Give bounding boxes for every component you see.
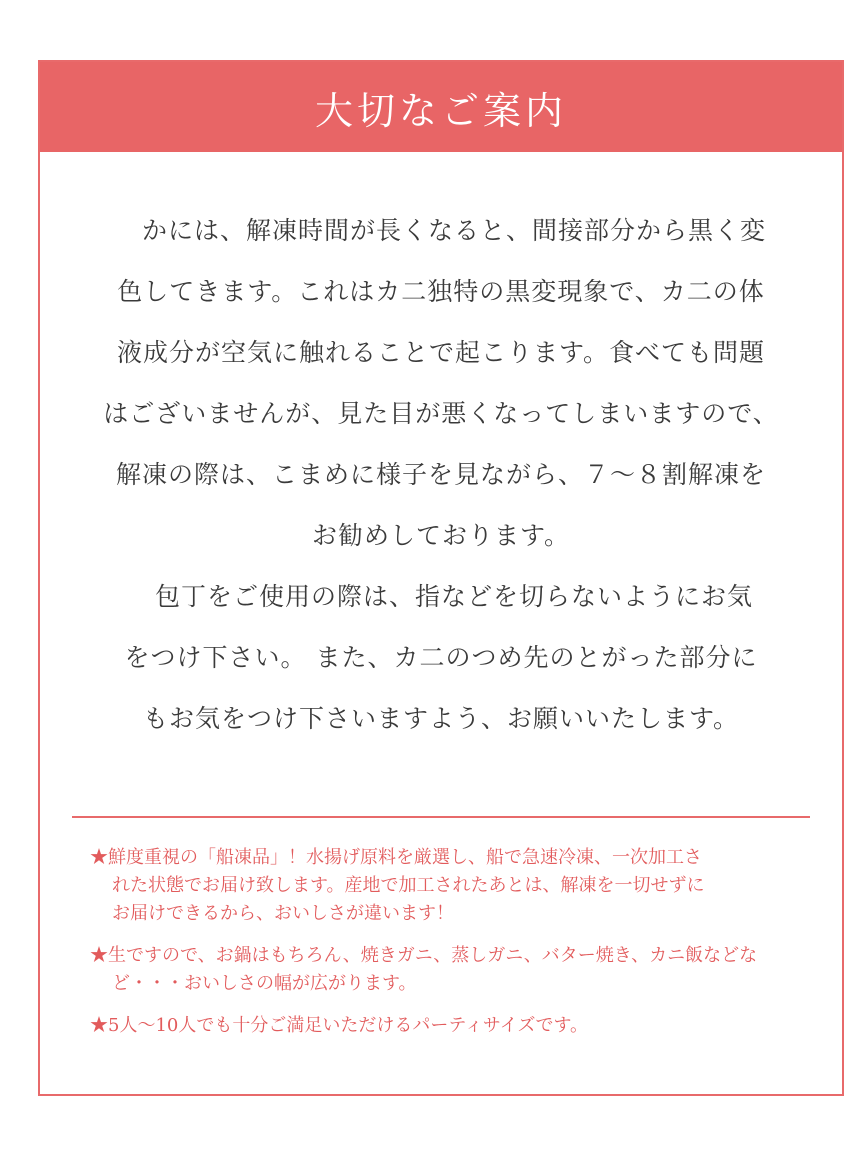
note-item bbox=[90, 942, 822, 998]
star-icon: ★ bbox=[90, 847, 108, 868]
star-icon: ★ bbox=[90, 945, 108, 966]
body-line: 包丁をご使用の際は、指などを切らないようにお気 bbox=[128, 582, 753, 611]
note-line: ど・・・おいしさの幅が広がります。 bbox=[112, 973, 417, 994]
body-line: をつけ下さい。 また、カ二のつめ先のとがった部分に bbox=[124, 643, 758, 672]
body-line: 解凍の際は、こまめに様子を見ながら、７～８割解凍を bbox=[115, 460, 766, 489]
note-item bbox=[90, 1012, 822, 1040]
note-line: れた状態でお届け致します。産地で加工されたあとは、解凍を一切せずに bbox=[112, 875, 705, 896]
note-line: 5人～10人でも十分ご満足いただけるパーティサイズです。 bbox=[108, 1015, 589, 1036]
body-line: お勧めしております。 bbox=[311, 521, 570, 550]
body-line: 色してきます。これはカ二独特の黒変現象で、カ二の体 bbox=[117, 277, 765, 306]
note-line: 鮮度重視の「船凍品」！水揚げ原料を厳選し、船で急速冷凍、一次加工さ bbox=[108, 847, 702, 868]
notice-body bbox=[100, 200, 782, 749]
body-line: はございませんが、見た目が悪くなってしまいますので、 bbox=[103, 399, 779, 428]
star-icon: ★ bbox=[90, 1015, 108, 1036]
notice-header bbox=[40, 62, 842, 152]
note-line: お届けできるから、おいしさが違います！ bbox=[112, 903, 454, 924]
body-line: もお気をつけ下さいますよう、お願いいたします。 bbox=[142, 704, 739, 733]
notice-card bbox=[38, 60, 844, 1096]
note-line: 生ですので、お鍋はもちろん、焼きガニ、蒸しガニ、バター焼き、カニ飯などな bbox=[108, 945, 758, 966]
body-line: かには、解凍時間が長くなると、間接部分から黒く変 bbox=[115, 216, 766, 245]
section-divider bbox=[72, 816, 810, 818]
body-line: 液成分が空気に触れることで起こります。食べても問題 bbox=[116, 338, 765, 367]
note-item bbox=[90, 844, 822, 928]
notice-title: 大切なご案内 bbox=[314, 88, 567, 133]
feature-notes bbox=[90, 844, 822, 1054]
